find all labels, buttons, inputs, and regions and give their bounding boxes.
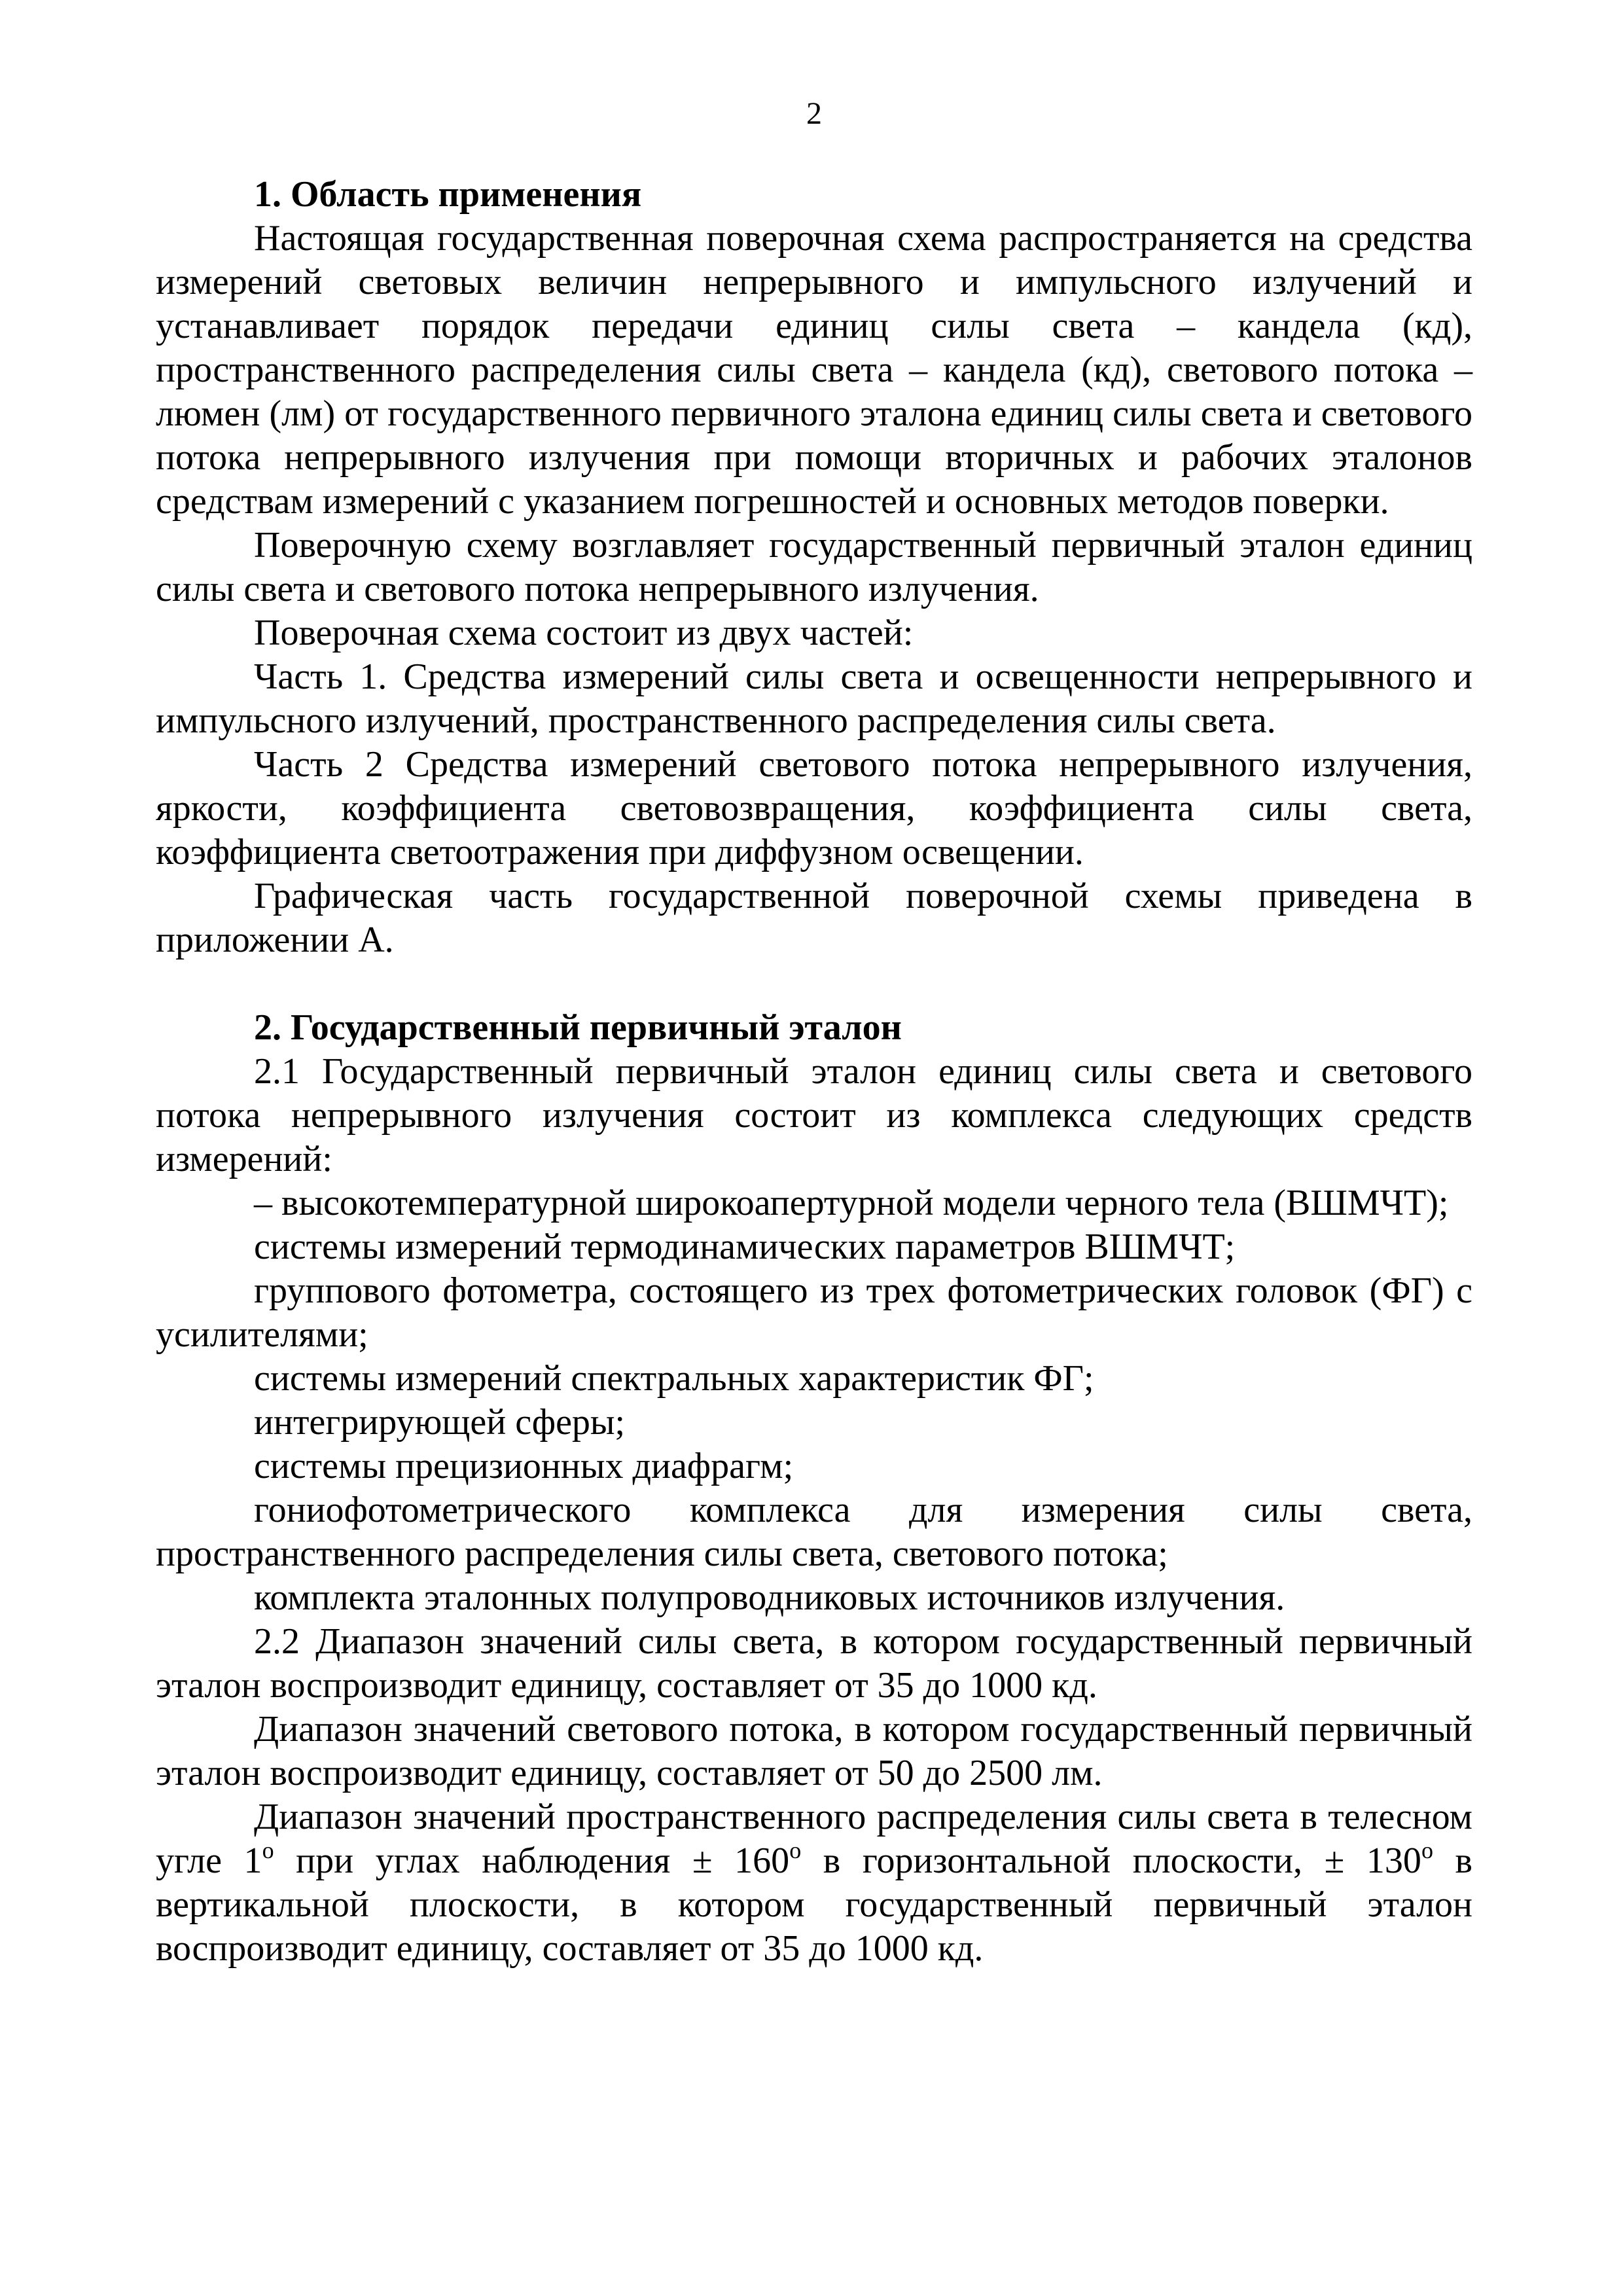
degree-superscript: о [789,1837,802,1863]
paragraph: Часть 1. Средства измерений силы света и освещенности непрерывного и импульсного излучений, пространственного распределения силы света. [156,656,1472,741]
list-item: – высокотемпературной широкоапертурной модели черного тела (ВШМЧТ); [254,1183,1449,1223]
list-item: интегрирующей сферы; [254,1402,626,1443]
paragraph: Поверочную схему возглавляет государственный первичный эталон единиц силы света и светового потока непрерывного излучения. [156,525,1472,609]
list-item: системы измерений термодинамических параметров ВШМЧТ; [254,1227,1236,1267]
paragraph: Диапазон значений светового потока, в котором государственный первичный эталон воспроизводит единицу, составляет от 50 до 2500 лм. [156,1709,1472,1793]
paragraph: 2.2 Диапазон значений силы света, в котором государственный первичный эталон воспроизводит единицу, составляет от 35 до 1000 кд. [156,1621,1472,1706]
text-run: Диапазон значений пространственного распределения силы света в телесном угле 1 [156,1797,1472,1881]
section-1-heading: 1. Область применения [254,174,642,215]
paragraph: 2.1 Государственный первичный эталон единиц силы света и светового потока непрерывного излучения состоит из комплекса следующих средств измерений: [156,1051,1472,1179]
paragraph [156,1795,1472,1971]
list-item: группового фотометра, состоящего из трех фотометрических головок (ФГ) с усилителями; [156,1270,1472,1355]
list-item: комплекта эталонных полупроводниковых источников излучения. [254,1577,1285,1618]
section-2-heading: 2. Государственный первичный эталон [254,1007,902,1048]
list-item: гониофотометрического комплекса для измерения силы света, пространственного распределения силы света, светового потока; [156,1490,1472,1574]
paragraph: Графическая часть государственной поверочной схемы приведена в приложении А. [156,876,1472,960]
paragraph: Поверочная схема состоит из двух частей: [254,613,914,653]
text-run: при углах наблюдения ± 160 [274,1840,790,1881]
degree-superscript: о [1421,1837,1433,1863]
paragraph: Настоящая государственная поверочная схема распространяется на средства измерений световых величин непрерывного и импульсного излучений и устанавливает порядок передачи единиц силы света – кандела (кд), пространственного распределения силы света – кандела (кд), светового потока – люмен (лм) от государственного первичного эталона единиц силы света и светового потока непрерывного излучения при помощи вторичных и рабочих эталонов средствам измерений с указанием погрешностей и основных методов поверки. [156,218,1472,522]
list-item: системы прецизионных диафрагм; [254,1446,794,1486]
text-run: в горизонтальной плоскости, ± 130 [801,1840,1421,1881]
text-run: в вертикальной плоскости, в котором государственный первичный эталон воспроизводит единицу, составляет от 35 до 1000 кд. [156,1840,1473,1969]
paragraph: Часть 2 Средства измерений светового потока непрерывного излучения, яркости, коэффициента световозвращения, коэффициента силы света, коэффициента светоотражения при диффузном освещении. [156,744,1472,872]
degree-superscript: о [262,1837,274,1863]
list-item: системы измерений спектральных характеристик ФГ; [254,1358,1094,1399]
page-number: 2 [806,96,822,131]
document-body [156,173,1472,1971]
